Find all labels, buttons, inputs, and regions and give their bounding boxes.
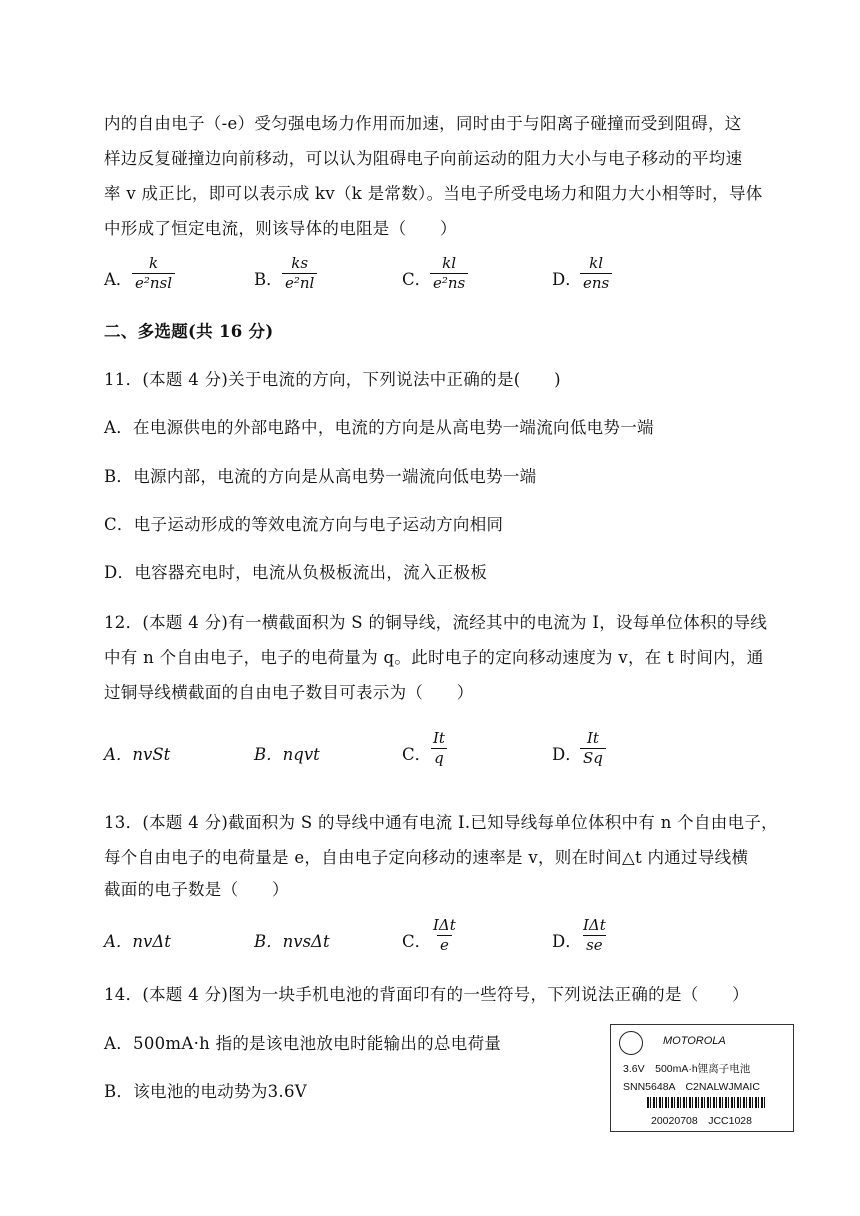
q12-option-c-label: C． xyxy=(402,745,432,764)
q10-option-c-label: C． xyxy=(402,270,432,289)
barcode-icon xyxy=(647,1097,767,1108)
q13-option-a: A．nvΔt xyxy=(104,932,171,951)
battery-label-figure xyxy=(610,1024,794,1132)
q11-option-a: A．在电源供电的外部电路中，电流的方向是从高电势一端流向低电势一端 xyxy=(104,418,654,437)
q13-option-d-fraction xyxy=(580,916,609,955)
q13-line-3: 截面的电子数是（ ） xyxy=(104,880,289,899)
battery-row-2: SNN5648A C2NALWJMAIC xyxy=(623,1081,760,1093)
q10-option-c-fraction xyxy=(430,254,468,293)
q12-line-2: 中有 n 个自由电子，电子的电荷量为 q。此时电子的定向移动速度为 v，在 t 时间内，通 xyxy=(104,648,764,667)
q13-option-c-fraction xyxy=(430,916,459,955)
q10-b-den: e²nl xyxy=(282,273,317,293)
q12-d-den: Sq xyxy=(580,748,606,768)
q11-option-d: D．电容器充电时，电流从负极板流出，流入正极板 xyxy=(104,563,488,582)
battery-row-3: 20020708 JCC1028 xyxy=(651,1115,752,1127)
q12-c-den: q xyxy=(431,748,447,768)
q13-option-c-label: C． xyxy=(402,932,432,951)
q10-line-4: 中形成了恒定电流，则该导体的电阻是（ ） xyxy=(104,219,457,238)
q12-option-b: B．nqvt xyxy=(254,745,320,764)
q10-line-1: 内的自由电子（-e）受匀强电场力作用而加速，同时由于与阳离子碰撞而受到阻碍，这 xyxy=(104,114,742,133)
q13-d-den: se xyxy=(583,935,606,955)
q10-option-a-label: A． xyxy=(104,270,133,289)
q12-option-d-label: D． xyxy=(552,745,582,764)
q11-option-c: C．电子运动形成的等效电流方向与电子运动方向相同 xyxy=(104,515,504,534)
q12-line-1: 12．(本题 4 分)有一横截面积为 S 的铜导线，流经其中的电流为 I，设每单位体积的导线 xyxy=(104,613,768,632)
q12-c-num: It xyxy=(433,729,445,747)
battery-row-1: 3.6V 500mA·h锂离子电池 xyxy=(623,1063,751,1075)
q10-a-den: e²nsl xyxy=(132,273,175,293)
q10-d-den: ens xyxy=(580,273,612,293)
q10-option-b-fraction xyxy=(282,254,317,293)
q12-option-d-fraction xyxy=(580,729,606,768)
q13-line-1: 13．(本题 4 分)截面积为 S 的导线中通有电流 I.已知导线每单位体积中有 n 个自由电子， xyxy=(104,813,778,832)
q12-option-c-fraction xyxy=(430,729,448,768)
q12-line-3: 过铜导线横截面的自由电子数目可表示为（ ） xyxy=(104,683,474,702)
q10-option-d-fraction xyxy=(580,254,612,293)
q10-a-num: k xyxy=(148,254,159,272)
q13-c-num: IΔt xyxy=(433,916,456,934)
battery-brand: MOTOROLA xyxy=(663,1035,726,1047)
q11-stem: 11．(本题 4 分)关于电流的方向，下列说法中正确的是( ) xyxy=(104,370,561,389)
q14-option-b: B．该电池的电动势为3.6V xyxy=(104,1082,307,1101)
q10-b-num: ks xyxy=(291,254,309,272)
q12-option-a: A．nvSt xyxy=(104,745,171,764)
q11-option-b: B．电源内部，电流的方向是从高电势一端流向低电势一端 xyxy=(104,467,537,486)
q13-line-2: 每个自由电子的电荷量是 e，自由电子定向移动的速率是 v，则在时间△t 内通过导线横 xyxy=(104,848,749,867)
q13-d-num: IΔt xyxy=(583,916,606,934)
q14-stem: 14．(本题 4 分)图为一块手机电池的背面印有的一些符号，下列说法正确的是（ ） xyxy=(104,985,749,1004)
q10-line-2: 样边反复碰撞边向前移动，可以认为阻碍电子向前运动的阻力大小与电子移动的平均速 xyxy=(104,149,743,168)
q13-c-den: e xyxy=(437,935,452,955)
q10-option-b-label: B． xyxy=(254,270,283,289)
q10-d-num: kl xyxy=(589,254,604,272)
q10-line-3: 率 v 成正比，即可以表示成 kv（k 是常数）。当电子所受电场力和阻力大小相等时，导体 xyxy=(104,184,763,203)
q10-c-num: kl xyxy=(442,254,457,272)
q12-d-num: It xyxy=(586,729,599,747)
q13-option-d-label: D． xyxy=(552,932,582,951)
q10-option-a-fraction xyxy=(132,254,175,293)
motorola-logo-icon xyxy=(619,1031,643,1055)
section-heading: 二、多选题(共 16 分) xyxy=(104,322,274,341)
q13-option-b: B．nvsΔt xyxy=(254,932,330,951)
q10-c-den: e²ns xyxy=(430,273,468,293)
q14-option-a: A．500mA·h 指的是该电池放电时能输出的总电荷量 xyxy=(104,1034,502,1053)
q10-option-d-label: D． xyxy=(552,270,582,289)
